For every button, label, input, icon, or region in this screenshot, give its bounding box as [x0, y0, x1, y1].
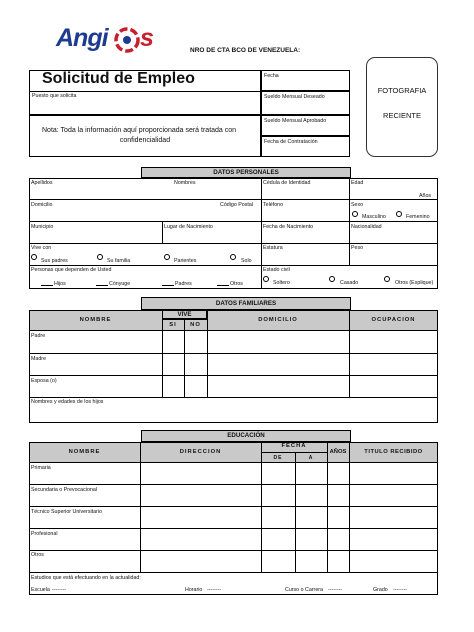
note-box: [29, 115, 261, 157]
col-no: NO: [190, 322, 201, 328]
su-familia-radio[interactable]: [97, 254, 103, 260]
femenino-radio[interactable]: [396, 211, 402, 217]
vive-header: VIVE: [162, 310, 207, 319]
edu-row-primaria: Primaria: [31, 465, 51, 471]
nacionalidad-label: Nacionalidad: [351, 224, 382, 230]
logo-text: Angi: [56, 24, 108, 52]
telefono-label: Teléfono: [263, 202, 284, 208]
dependientes-label: Personas que dependen de Usted: [31, 267, 112, 273]
vive-con-label: Vive con: [31, 245, 52, 251]
personal-data-header: DATOS PERSONALES: [141, 167, 351, 178]
fecha-field[interactable]: Fecha: [261, 70, 350, 91]
edu-col-direccion: DIRECCION: [179, 449, 222, 455]
logo-text-end: s: [140, 24, 154, 52]
edad-label: Edad: [351, 180, 364, 186]
page-title: Solicitud de Empleo: [42, 70, 195, 87]
sueldo-aprobado-field[interactable]: Sueldo Mensual Aprobado: [261, 115, 350, 136]
col-domicilio: DOMICILIO: [258, 317, 298, 323]
edu-col-fecha: FECHA: [281, 443, 307, 449]
note-line-1: Nota: Toda la información aquí proporcionada será tratada con: [42, 127, 237, 134]
education-header: EDUCACIÓN: [141, 430, 351, 442]
masculino-radio[interactable]: [352, 211, 358, 217]
grado-label: Grado: [373, 587, 388, 593]
fecha-nacimiento-label: Fecha de Nacimiento: [263, 224, 314, 230]
puesto-field[interactable]: Puesto que solicita: [29, 91, 261, 115]
casado-radio[interactable]: [329, 276, 335, 282]
col-nombre: NOMBRE: [79, 317, 112, 323]
account-number-label: NRO DE CTA BCO DE VENEZUELA:: [190, 47, 301, 54]
photo-label-1: FOTOGRAFIA: [377, 86, 427, 95]
edu-row-tecnico: Técnico Superior Universitario: [31, 509, 102, 515]
horario-label: Horario: [185, 587, 203, 593]
family-data-header: DATOS FAMILIARES: [141, 297, 351, 310]
note-line-2: confidencialidad: [119, 137, 171, 144]
parientes-radio[interactable]: [164, 254, 170, 260]
municipio-label: Municipio: [31, 224, 54, 230]
escuela-label: Escuela: [31, 587, 50, 593]
edu-col-a: A: [308, 455, 314, 461]
edu-col-nombre: NOMBRE: [68, 449, 101, 455]
family-row-padre: Padre: [31, 333, 46, 339]
title-box: [29, 70, 261, 91]
sexo-label: Sexo: [351, 202, 364, 208]
col-ocupacion: OCUPACION: [371, 317, 416, 323]
logo-emblem-icon: [114, 27, 140, 53]
apellidos-label: Apellidos: [31, 180, 53, 186]
edu-col-de: DE: [273, 455, 283, 461]
anos-label: Años: [419, 193, 432, 199]
hijos-names-label: Nombres y edades de los hijos: [31, 399, 104, 405]
soltero-radio[interactable]: [263, 276, 269, 282]
otros-explique-radio[interactable]: [384, 276, 390, 282]
solo-radio[interactable]: [230, 254, 236, 260]
fecha-contratacion-field[interactable]: Fecha de Contratación: [261, 136, 350, 157]
edu-row-secundaria: Secundaria o Prevocacional: [31, 487, 97, 493]
nombres-label: Nombres: [174, 180, 196, 186]
family-row-madre: Madre: [31, 356, 47, 362]
family-row-esposa: Esposa (o): [31, 378, 57, 384]
sus-padres-radio[interactable]: [31, 254, 37, 260]
estado-civil-label: Estado civil: [263, 267, 290, 273]
estatura-label: Estatura: [263, 245, 283, 251]
cedula-label: Cédula de Identidad: [263, 180, 311, 186]
peso-label: Peso: [351, 245, 364, 251]
edu-col-anos: AÑOS: [329, 449, 347, 455]
photo-box: [366, 57, 438, 157]
company-logo: [56, 24, 160, 58]
sueldo-deseado-field[interactable]: Sueldo Mensual Deseado: [261, 91, 350, 115]
edu-row-profesional: Profesional: [31, 531, 58, 537]
photo-label-2: RECIENTE: [383, 111, 421, 120]
current-studies-label: Estudios que está efectuando en la actualidad:: [31, 575, 141, 581]
edu-row-otros: Otros: [31, 552, 44, 558]
curso-label: Curso o Carrera: [285, 587, 323, 593]
codigo-postal-label: Código Postal: [220, 202, 253, 208]
lugar-nacimiento-label: Lugar de Nacimiento: [164, 224, 213, 230]
col-si: SI: [169, 322, 177, 328]
domicilio-label: Domicilio: [31, 202, 53, 208]
edu-col-titulo: TITULO RECIBIDO: [364, 449, 423, 455]
